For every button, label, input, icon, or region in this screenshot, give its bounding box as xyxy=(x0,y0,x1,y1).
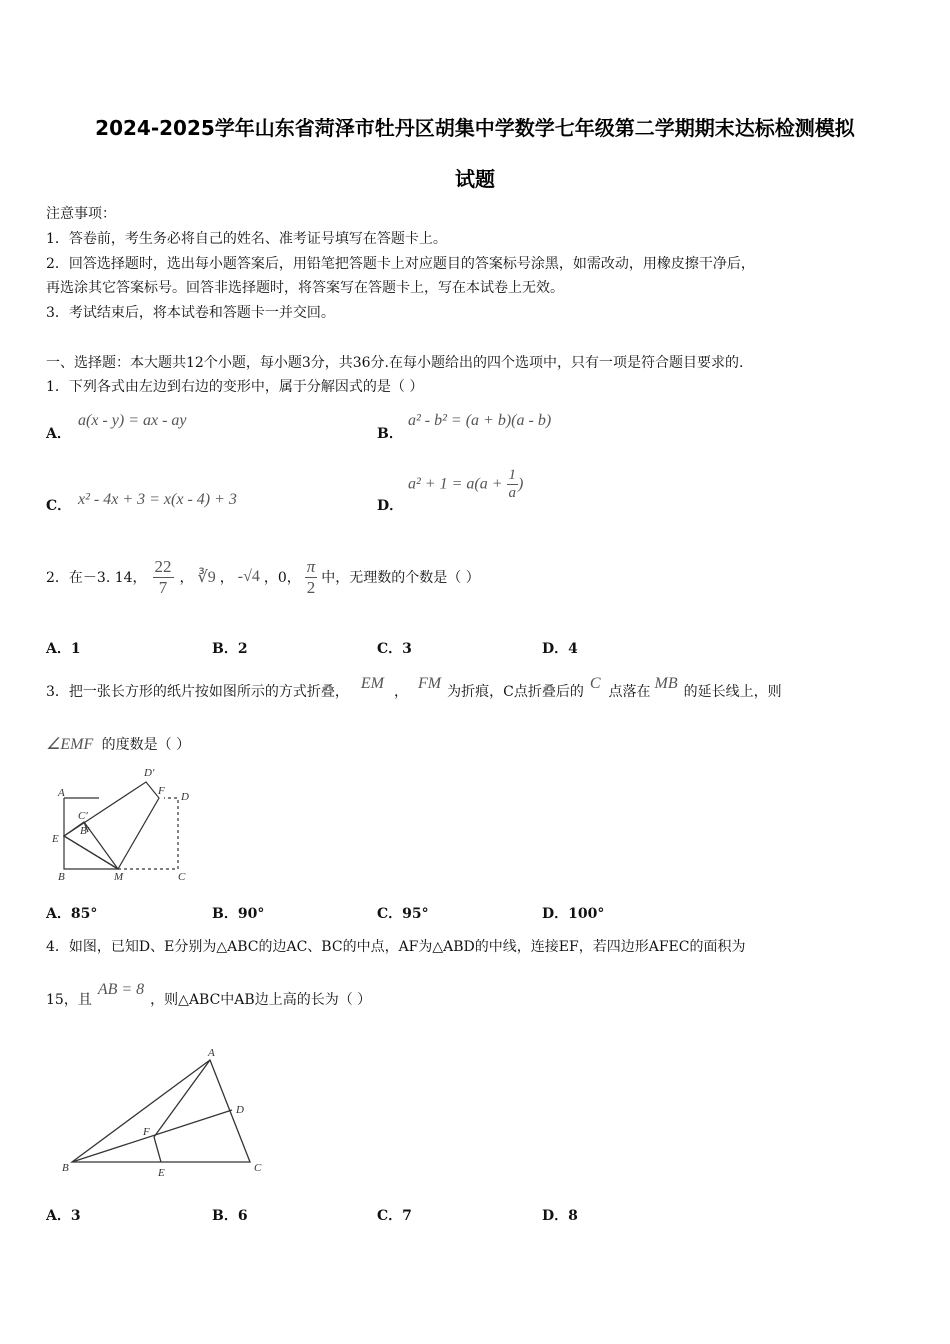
q4-pre2: 15，且 xyxy=(46,992,92,1008)
q3-line2: 的度数是（ ） xyxy=(101,737,191,753)
notice-item-1: 1．答卷前，考生务必将自己的姓名、准考证号填写在答题卡上。 xyxy=(46,231,447,247)
q1-option-b xyxy=(377,423,403,443)
section-heading: 一、选择题：本大题共12个小题，每小题3分，共36分.在每小题给出的四个选项中，只有一项是符合题目要求的. xyxy=(46,355,744,371)
q1-d-frac-num: 1 xyxy=(508,467,517,483)
notice-item-2-cont: 再选涂其它答案标号。回答非选择题时，将答案写在答题卡上，写在本试卷上无效。 xyxy=(46,280,564,296)
q2-frac2-num: π xyxy=(306,556,316,576)
q2-frac-pi-2 xyxy=(305,557,318,598)
page-title-line2: 试题 xyxy=(455,167,495,191)
q3-comma: ， xyxy=(394,684,409,700)
q4-stem-line2 xyxy=(46,981,372,1014)
q1-c-math: x² - 4x + 3 = x(x - 4) + 3 xyxy=(78,491,237,508)
q4-label-c: C xyxy=(254,1162,262,1174)
q1-a-label: A． xyxy=(46,426,71,442)
notice-heading: 注意事项： xyxy=(46,206,116,222)
q3-mid: 为折痕，C点折叠后的 xyxy=(447,684,584,700)
q3-label-dprime: D′ xyxy=(144,767,155,779)
q2-sep1: ， xyxy=(179,570,194,586)
q4-fig-segment-bd xyxy=(72,1110,232,1162)
q3-option-a: A．85° xyxy=(46,906,98,922)
q1-d-math xyxy=(408,467,523,502)
q1-option-d xyxy=(377,495,403,515)
q3-label-cprime: C′ xyxy=(78,810,88,822)
q4-option-b: B．6 xyxy=(212,1208,248,1224)
q3-stem-line2 xyxy=(46,734,190,754)
q4-label-f: F xyxy=(143,1126,150,1138)
q3-pre: 3．把一张长方形的纸片按如图所示的方式折叠， xyxy=(46,684,349,700)
q2-frac1-num: 22 xyxy=(154,556,172,576)
q4-option-a: A．3 xyxy=(46,1208,81,1224)
q3-mb: MB xyxy=(654,675,678,692)
q4-label-b: B xyxy=(62,1162,69,1174)
q1-d-math-pre: a² + 1 = a(a + xyxy=(408,475,507,493)
q4-figure xyxy=(58,1042,272,1184)
q2-pre: 2．在－3. 14， xyxy=(46,570,147,586)
q3-label-m: M xyxy=(114,871,124,883)
q1-stem: 1．下列各式由左边到右边的变形中，属于分解因式的是（ ） xyxy=(46,379,424,395)
q3-fig-crease-em xyxy=(64,836,118,869)
q3-label-e: E xyxy=(52,833,59,845)
q4-stem-line1: 4．如图，已知D、E分别为△ABC的边AC、BC的中点，AF为△ABD的中线，连接EF，若四边形AFEC的面积为 xyxy=(46,939,746,955)
notice-item-2: 2．回答选择题时，选出每小题答案后，用铅笔把答题卡上对应题目的答案标号涂黑，如需改动，用橡皮擦干净后， xyxy=(46,256,755,272)
q4-label-e: E xyxy=(158,1167,165,1179)
q1-option-c xyxy=(46,495,71,515)
q3-option-c: C．95° xyxy=(377,906,429,922)
q3-option-b: B．90° xyxy=(212,906,265,922)
q4-label-d: D xyxy=(236,1104,244,1116)
notice-item-3: 3．考试结束后，将本试卷和答题卡一并交回。 xyxy=(46,305,335,321)
q2-option-a: A．1 xyxy=(46,641,81,657)
q2-cube-root: ∛9 xyxy=(197,569,216,586)
q3-fig-folded-corner xyxy=(64,822,118,869)
q2-option-d: D．4 xyxy=(542,641,578,657)
q3-label-bprime: B′ xyxy=(80,825,90,837)
q1-b-math: a² - b² = (a + b)(a - b) xyxy=(408,412,552,429)
page-title: 2024-2025学年山东省菏泽市牡丹区胡集中学数学七年级第二学期期末达标检测模拟 xyxy=(95,116,855,140)
q2-frac2-den: 2 xyxy=(305,577,318,598)
q4-option-d: D．8 xyxy=(542,1208,578,1224)
q4-math: AB = 8 xyxy=(97,981,145,998)
q2-sep3: ，0， xyxy=(263,570,301,586)
q3-stem xyxy=(46,676,782,706)
q2-frac-22-7 xyxy=(153,557,174,598)
q2-post: 中，无理数的个数是（ ） xyxy=(321,570,480,586)
q4-fig-triangle-abc xyxy=(72,1060,250,1162)
q4-label-a: A xyxy=(208,1047,215,1059)
q1-d-label: D． xyxy=(377,498,404,514)
q2-option-c: C．3 xyxy=(377,641,412,657)
q1-c-label: C． xyxy=(46,498,72,514)
q3-label-f: F xyxy=(158,785,165,797)
q3-post: 的延长线上，则 xyxy=(683,684,782,700)
q3-label-d: D xyxy=(181,791,189,803)
q4-fig-segment-af xyxy=(154,1060,210,1137)
q1-d-math-post: ) xyxy=(518,475,524,493)
q2-neg-sqrt: -√4 xyxy=(237,568,260,585)
q1-d-frac-den: a xyxy=(508,485,517,501)
q1-a-math: a(x - y) = ax - ay xyxy=(78,412,187,429)
q3-c: C xyxy=(589,675,601,692)
q1-option-a xyxy=(46,423,71,443)
q3-em: EM xyxy=(360,675,385,692)
q3-label-a: A xyxy=(58,787,65,799)
q2-stem xyxy=(46,552,480,602)
q2-sep2: ， xyxy=(219,570,234,586)
q3-angle: ∠EMF xyxy=(46,736,94,753)
q4-fig-segment-fe xyxy=(154,1137,161,1162)
q4-option-c: C．7 xyxy=(377,1208,412,1224)
q3-mid2: 点落在 xyxy=(608,684,651,700)
q1-b-label: B． xyxy=(377,426,403,442)
q1-d-fraction xyxy=(507,467,519,502)
q4-post2: ，则△ABC中AB边上高的长为（ ） xyxy=(150,992,372,1008)
q3-fm: FM xyxy=(418,675,442,692)
q2-option-b: B．2 xyxy=(212,641,248,657)
q2-frac1-den: 7 xyxy=(153,577,174,598)
q3-figure xyxy=(44,762,204,886)
q3-option-d: D．100° xyxy=(542,906,605,922)
q3-label-b: B xyxy=(58,871,65,883)
q3-label-c: C xyxy=(178,871,186,883)
q3-fig-dashed-edge xyxy=(118,798,178,869)
